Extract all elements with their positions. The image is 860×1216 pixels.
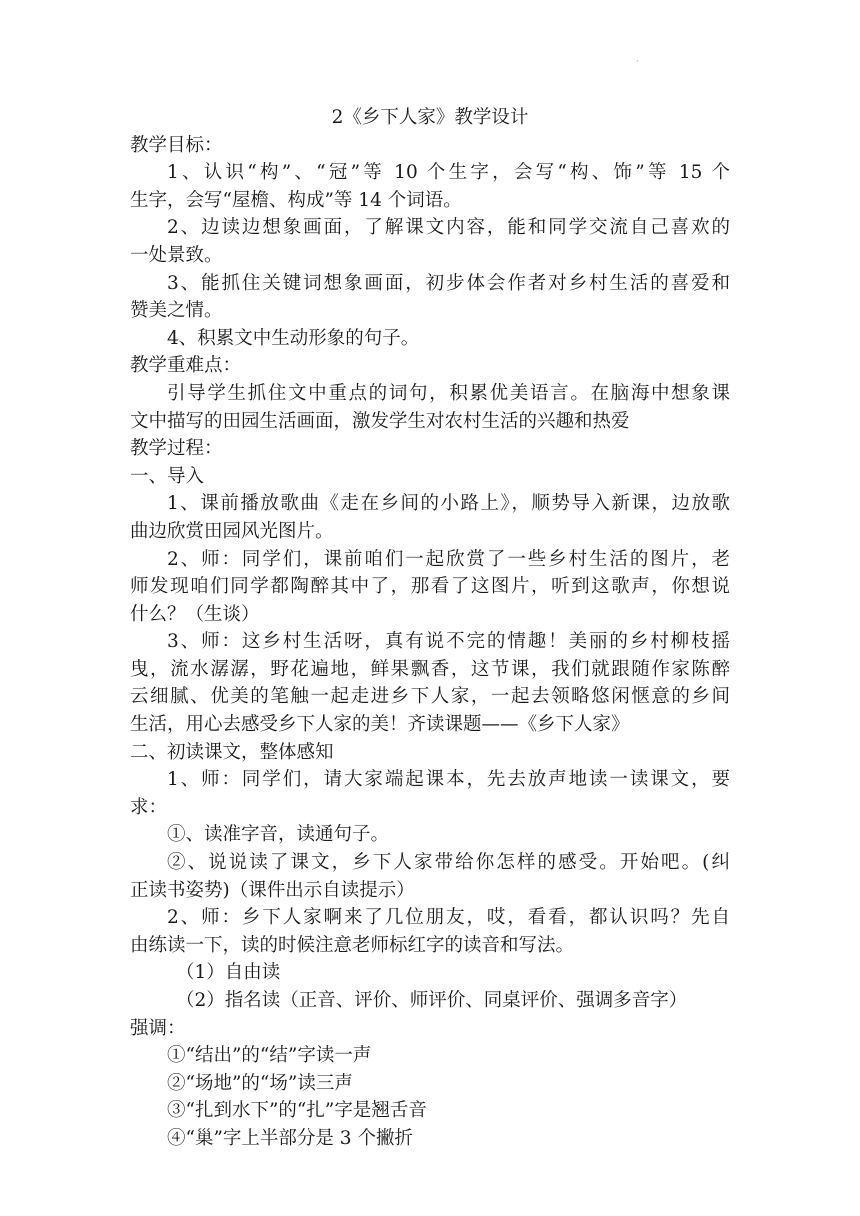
paragraph-line: 3、师：这乡村生活呀，真有说不完的情趣！美丽的乡村柳枝摇	[167, 631, 730, 653]
paragraph-line: 由练读一下，读的时候注意老师标红字的读音和写法。	[130, 934, 575, 956]
list-item: ①“结出”的“结”字读一声	[167, 1045, 372, 1067]
corner-mark: ·	[636, 57, 639, 66]
paragraph-line: 1、课前播放歌曲《走在乡间的小路上》，顺势导入新课，边放歌	[167, 493, 730, 515]
paragraph-line: 曳，流水潺潺，野花遍地，鲜果飘香，这节课，我们就跟随作家陈醉	[130, 658, 730, 680]
list-item: ④“巢”字上半部分是 3 个撇折	[167, 1127, 413, 1149]
paragraph-line: 文中描写的田园生活画面，激发学生对农村生活的兴趣和热爱	[130, 410, 630, 432]
section-heading-objectives: 教学目标：	[130, 134, 223, 156]
paragraph-line: 引导学生抓住文中重点的词句，积累优美语言。在脑海中想象课	[167, 382, 730, 404]
list-item: ②、说说读了课文，乡下人家带给你怎样的感受。开始吧。(纠	[167, 852, 730, 874]
list-item: （2）指名读（正音、评价、师评价、同桌评价、强调多音字）	[176, 990, 688, 1011]
list-item: ③“扎到水下”的“扎”字是翘舌音	[167, 1100, 427, 1122]
list-item: ②“场地”的“场”读三声	[167, 1072, 353, 1094]
paragraph-line: 曲边欣赏田园风光图片。	[130, 520, 334, 542]
paragraph-line: 赞美之情。	[130, 300, 223, 322]
subsection-heading-first-reading: 二、初读课文，整体感知	[130, 741, 334, 763]
paragraph-line: 4、积累文中生动形象的句子。	[167, 327, 420, 349]
paragraph-line: 2、师：同学们，课前咱们一起欣赏了一些乡村生活的图片，老	[167, 548, 730, 570]
paragraph-line: 强调：	[130, 1017, 186, 1039]
paragraph-line: 1、师：同学们，请大家端起课本，先去放声地读一读课文，要	[167, 769, 730, 791]
paragraph-line: 云细腻、优美的笔触一起走进乡下人家，一起去领略悠闲惬意的乡间	[130, 686, 730, 708]
paragraph-line: 2、边读边想象画面，了解课文内容，能和同学交流自己喜欢的	[167, 217, 730, 239]
paragraph-line: 求：	[130, 796, 168, 818]
paragraph-line: 1、认识“构”、“冠”等 10 个生字，会写“构、饰”等 15 个	[167, 162, 730, 184]
document-title: 2《乡下人家》教学设计	[331, 107, 529, 128]
section-heading-key-points: 教学重难点：	[130, 355, 242, 377]
paragraph-line: 一处景致。	[130, 244, 223, 266]
list-item: （1）自由读	[176, 962, 281, 984]
subsection-heading-intro: 一、导入	[130, 465, 205, 487]
list-item: ①、读准字音，读通句子。	[167, 824, 390, 846]
paragraph-line: 师发现咱们同学都陶醉其中了，那看了这图片，听到这歌声，你想说	[130, 576, 730, 598]
paragraph-line: 什么？（生谈）	[130, 603, 260, 625]
section-heading-process: 教学过程：	[130, 438, 223, 460]
document-body	[130, 104, 730, 1153]
paragraph-line: 2、师：乡下人家啊来了几位朋友，哎，看看，都认识吗？先自	[167, 907, 730, 929]
paragraph-line: 3、能抓住关键词想象画面，初步体会作者对乡村生活的喜爱和	[167, 272, 730, 294]
paragraph-line: 生字，会写“屋檐、构成”等 14 个词语。	[130, 189, 462, 211]
paragraph-line: 正读书姿势)（课件出示自读提示）	[130, 879, 415, 901]
paragraph-line: 生活，用心去感受乡下人家的美！齐读课题——《乡下人家》	[130, 714, 630, 736]
